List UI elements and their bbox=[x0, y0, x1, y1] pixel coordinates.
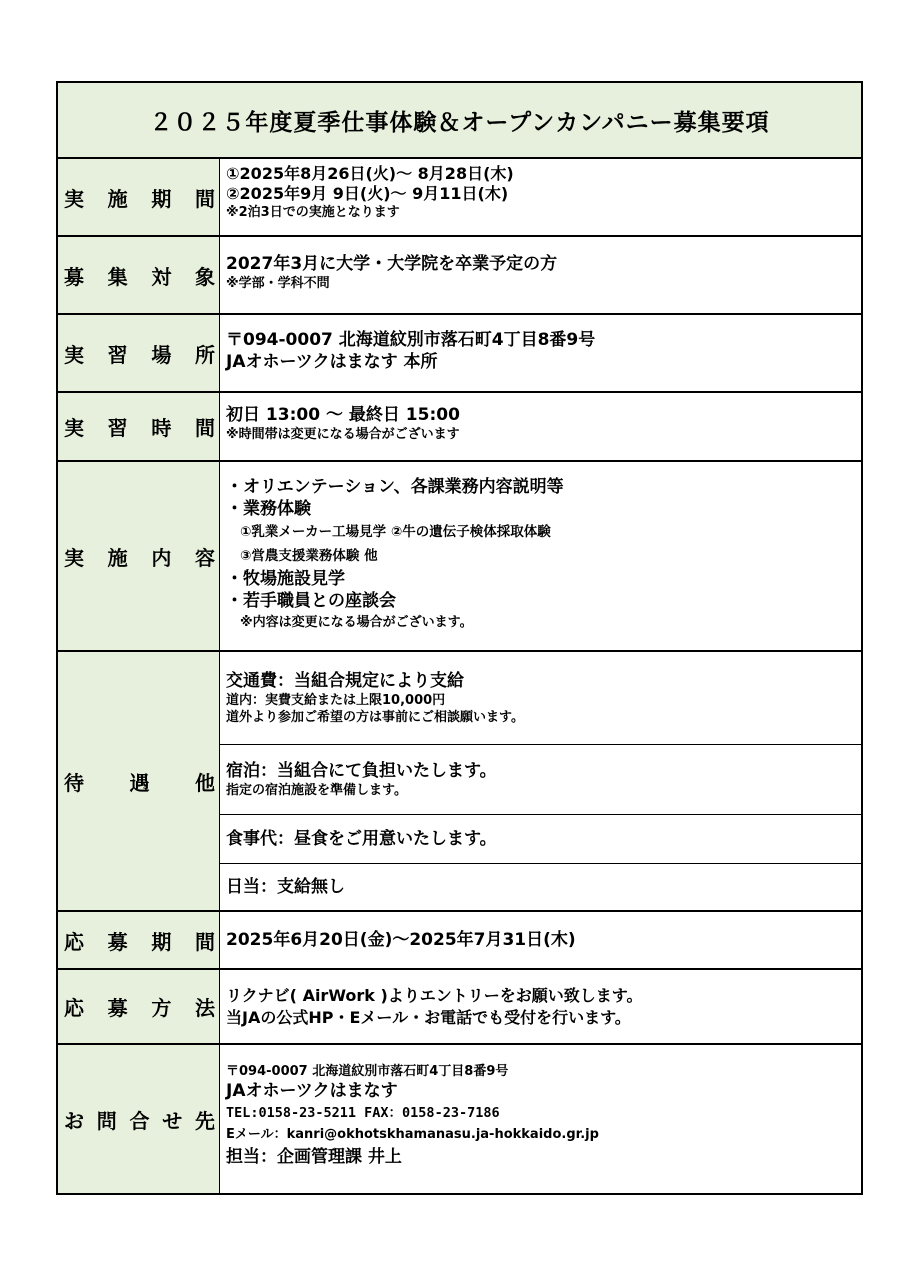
label-char: 容 bbox=[194, 545, 215, 570]
label-char: 実 bbox=[64, 186, 84, 211]
label-char: 場 bbox=[151, 342, 172, 367]
label-char: 期 bbox=[151, 186, 172, 211]
apply-method-line-1: リクナビ( AirWork )よりエントリーをお願い致します。 bbox=[226, 985, 643, 1005]
label-char: 内 bbox=[151, 545, 172, 570]
label-char: 応 bbox=[64, 996, 84, 1020]
list-item: ③営農支援業務体験 他 bbox=[240, 548, 378, 564]
label-char: 期 bbox=[151, 929, 172, 954]
label-apply-period bbox=[58, 912, 220, 968]
period-note: ※2泊3日での実施となります bbox=[226, 205, 400, 220]
label-time bbox=[58, 393, 220, 460]
meal-text: 食事代：昼食をご用意いたします。 bbox=[226, 829, 497, 849]
period-line-2: ②2025年9月 9日(火)～ 9月11日(木) bbox=[226, 184, 509, 203]
label-char: 所 bbox=[194, 342, 215, 367]
contact-email: Eメール：kanri@okhotskhamanasu.ja-hokkaido.gr.jp bbox=[226, 1127, 599, 1142]
row-treatment bbox=[58, 652, 861, 912]
treatment-lodging bbox=[220, 745, 861, 815]
row-place bbox=[58, 315, 861, 393]
apply-method-content bbox=[220, 970, 861, 1043]
treatment-meal bbox=[220, 815, 861, 864]
contact-address: 〒094-0007 北海道紋別市落石町4丁目8番9号 bbox=[226, 1064, 509, 1079]
time-note: ※時間帯は変更になる場合がございます bbox=[226, 427, 460, 442]
label-char: 他 bbox=[195, 770, 215, 795]
label-char: 実 bbox=[64, 342, 84, 367]
treatment-transport bbox=[220, 652, 861, 745]
list-item: ①乳業メーカー工場見学 ②牛の遺伝子検体採取体験 bbox=[240, 524, 551, 540]
target-content bbox=[220, 237, 861, 313]
label-period bbox=[58, 159, 220, 235]
transport-sub-2: 道外より参加ご希望の方は事前にご相談願います。 bbox=[226, 710, 524, 725]
apply-method-line-2: 当JAの公式HP・Eメール・お電話でも受付を行います。 bbox=[226, 1007, 631, 1027]
row-time bbox=[58, 393, 861, 462]
label-char: 募 bbox=[64, 264, 84, 289]
label-char: 募 bbox=[107, 929, 128, 954]
place-office: JAオホーツクはまなす 本所 bbox=[226, 352, 438, 372]
label-char: 先 bbox=[195, 1108, 215, 1133]
list-item: ・業務体験 bbox=[226, 499, 311, 519]
label-char: 時 bbox=[151, 416, 172, 440]
label-place bbox=[58, 315, 220, 391]
place-content bbox=[220, 315, 861, 391]
treatment-content bbox=[220, 652, 861, 910]
label-char: 間 bbox=[194, 929, 215, 954]
recruitment-table bbox=[56, 81, 863, 1195]
row-contact bbox=[58, 1045, 861, 1195]
contact-org: JAオホーツクはまなす bbox=[226, 1081, 398, 1101]
contact-content bbox=[220, 1045, 861, 1193]
allowance-text: 日当：支給無し bbox=[226, 877, 345, 897]
label-char: せ bbox=[162, 1108, 183, 1133]
place-address: 〒094-0007 北海道紋別市落石町4丁目8番9号 bbox=[226, 330, 596, 350]
label-char: 施 bbox=[107, 186, 128, 211]
row-apply-period bbox=[58, 912, 861, 970]
label-content bbox=[58, 462, 220, 650]
lodging-main: 宿泊：当組合にて負担いたします。 bbox=[226, 761, 497, 781]
period-content bbox=[220, 159, 861, 235]
page-title: ２０２５年度夏季仕事体験＆オープンカンパニー募集要項 bbox=[58, 83, 861, 159]
target-main: 2027年3月に大学・大学院を卒業予定の方 bbox=[226, 254, 558, 274]
apply-period-content bbox=[220, 912, 861, 968]
contact-person: 担当：企画管理課 井上 bbox=[226, 1147, 402, 1167]
label-char: 習 bbox=[107, 342, 128, 367]
contact-tel: TEL:0158-23-5211 FAX：0158-23-7186 bbox=[226, 1105, 500, 1121]
list-item: ・若手職員との座談会 bbox=[226, 591, 396, 611]
label-char: 遇 bbox=[129, 770, 150, 795]
list-item: ・牧場施設見学 bbox=[226, 569, 345, 589]
time-content bbox=[220, 393, 861, 460]
label-char: 実 bbox=[64, 416, 84, 440]
content-note: ※内容は変更になる場合がございます。 bbox=[240, 615, 473, 630]
label-char: 法 bbox=[194, 996, 215, 1020]
label-apply-method bbox=[58, 970, 220, 1043]
period-line-1: ①2025年8月26日(火)～ 8月28日(木) bbox=[226, 164, 514, 183]
content-list bbox=[220, 462, 861, 650]
label-char: 対 bbox=[151, 264, 172, 289]
time-main: 初日 13:00 ～ 最終日 15:00 bbox=[226, 405, 460, 425]
label-char: 習 bbox=[107, 416, 128, 440]
row-apply-method bbox=[58, 970, 861, 1045]
label-target bbox=[58, 237, 220, 313]
label-char: 応 bbox=[64, 929, 84, 954]
list-item: ・オリエンテーション、各課業務内容説明等 bbox=[226, 477, 564, 497]
label-char: 象 bbox=[194, 264, 215, 289]
label-char: 募 bbox=[107, 996, 128, 1020]
label-contact bbox=[58, 1045, 220, 1193]
label-char: 問 bbox=[96, 1108, 117, 1133]
label-char: 集 bbox=[107, 264, 128, 289]
lodging-sub: 指定の宿泊施設を準備します。 bbox=[226, 783, 407, 798]
label-char: 合 bbox=[129, 1108, 150, 1133]
transport-main: 交通費：当組合規定により支給 bbox=[226, 671, 464, 691]
label-char: 待 bbox=[64, 770, 84, 795]
label-char: 施 bbox=[107, 545, 128, 570]
label-treatment bbox=[58, 652, 220, 910]
transport-sub-1: 道内：実費支給または上限10,000円 bbox=[226, 693, 446, 708]
row-period bbox=[58, 159, 861, 237]
row-target bbox=[58, 237, 861, 315]
row-content bbox=[58, 462, 861, 652]
target-note: ※学部・学科不問 bbox=[226, 276, 330, 291]
apply-period-text: 2025年6月20日(金)～2025年7月31日(木) bbox=[226, 930, 576, 950]
label-char: 間 bbox=[194, 416, 215, 440]
label-char: 方 bbox=[151, 996, 172, 1020]
label-char: 間 bbox=[194, 186, 215, 211]
label-char: 実 bbox=[64, 545, 84, 570]
treatment-allowance bbox=[220, 864, 861, 910]
label-char: お bbox=[64, 1108, 84, 1133]
